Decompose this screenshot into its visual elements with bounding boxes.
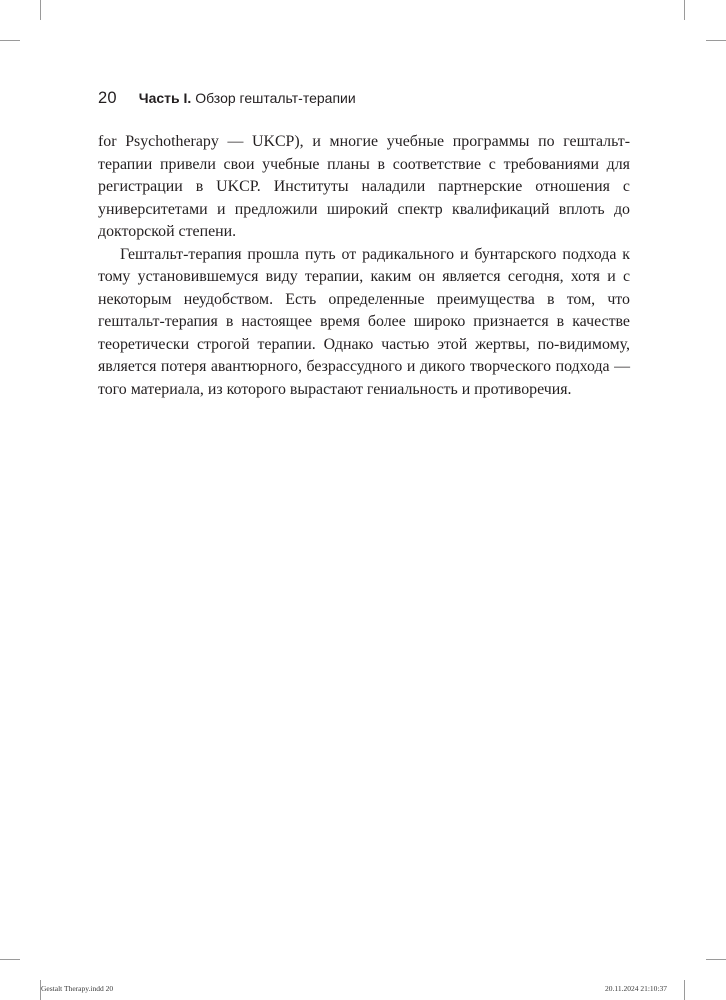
crop-mark-top-left bbox=[40, 0, 41, 20]
section-title: Обзор гештальт-терапии bbox=[191, 90, 356, 106]
slug-file-name: Gestalt Therapy.indd 20 bbox=[41, 984, 114, 993]
running-head bbox=[98, 89, 356, 111]
page-number: 20 bbox=[98, 89, 117, 107]
paragraph-2: Гештальт-терапия прошла путь от радикального и бунтарского подхода к тому установившемуся виду терапии, каким он является сегодня, хотя и с некоторым неудобством. Есть определенные преимущества в том, что гештальт-терапия в настоящее время более широко признается в качестве теоретически строгой терапии. Однако частью этой жертвы, по-видимому, является потеря авантюрного, безрассудного и дикого творческого подхода — того материала, из которого вырастают гениальность и противоречия. bbox=[98, 245, 630, 398]
crop-mark-right-bottom bbox=[706, 959, 726, 960]
crop-mark-bottom-right bbox=[684, 980, 685, 1000]
crop-mark-right-top bbox=[706, 40, 726, 41]
crop-mark-top-right bbox=[684, 0, 685, 20]
body-text bbox=[98, 131, 630, 401]
crop-mark-left-top bbox=[0, 40, 20, 41]
slug-datetime: 20.11.2024 21:10:37 bbox=[604, 984, 667, 993]
paragraph-1: for Psychotherapy — UKCP), и многие учебные программы по гештальт-терапии привели свои учебные планы в соответствие с требованиями для регистрации в UKCP. Институты наладили партнерские отношения с университетами и предложили широкий спектр квалификаций вплоть до докторской степени. bbox=[98, 133, 630, 240]
part-label: Часть I. bbox=[138, 90, 192, 106]
crop-mark-left-bottom bbox=[0, 959, 20, 960]
